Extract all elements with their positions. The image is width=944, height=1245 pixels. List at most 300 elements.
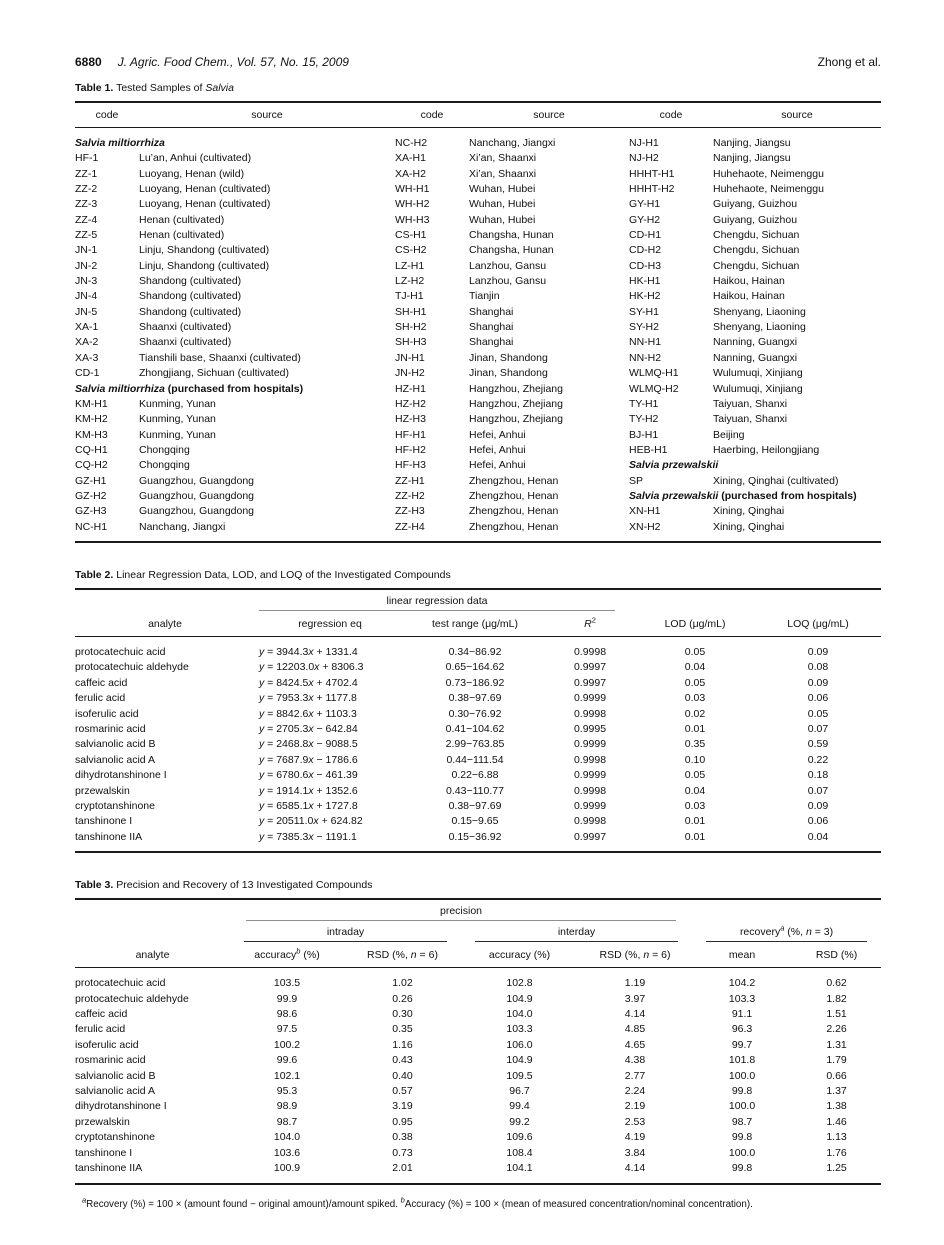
sample-code: NN-H2 [629, 351, 662, 364]
sample-source: Shaanxi (cultivated) [139, 336, 232, 349]
col-header-r2: $R^2$ [545, 611, 635, 637]
sample-code: JN-1 [75, 244, 98, 257]
sample-code: HF-H1 [395, 428, 426, 441]
col-header-lod: LOD (μg/mL) [635, 611, 755, 637]
col-header-accuracy-interday: accuracy (%) [461, 942, 578, 968]
sample-code: JN-3 [75, 275, 98, 288]
sample-code: CD-H1 [629, 229, 662, 242]
table2-row [75, 737, 881, 752]
sample-code: ZZ-H3 [395, 505, 425, 518]
sample-source: Shenyang, Liaoning [713, 305, 806, 318]
sample-source: Zhengzhou, Henan [469, 505, 559, 518]
sample-code: HK-H2 [629, 290, 661, 303]
loq-cell: 0.22 [807, 753, 829, 766]
col-header-source: source [139, 102, 395, 128]
table1-row [75, 128, 881, 152]
table2-linear-regression [75, 588, 881, 853]
table1-row [75, 489, 881, 504]
regression-eq-cell: y = 8842.6x + 1103.3 [259, 707, 357, 720]
analyte-cell: przewalskin [75, 784, 130, 797]
analyte-cell: dihydrotanshinone I [75, 769, 167, 782]
table1-row [75, 197, 881, 212]
recovery-mean-cell: 99.8 [731, 1131, 753, 1144]
analyte-cell: isoferulic acid [75, 707, 139, 720]
analyte-cell: salvianolic acid A [75, 1085, 155, 1098]
table3-row [75, 1022, 881, 1037]
table1-row [75, 458, 881, 473]
loq-cell: 0.04 [807, 830, 829, 843]
regression-eq-cell: y = 3944.3x + 1331.4 [259, 645, 358, 658]
table1-label: Table 1. [75, 82, 114, 94]
sample-source: Hangzhou, Zhejiang [469, 413, 563, 426]
accuracy-intraday-cell: 102.1 [273, 1069, 301, 1082]
col-header-regression-eq: regression eq [255, 611, 405, 637]
sample-code: HZ-H1 [395, 382, 426, 395]
sample-source: Hefei, Anhui [469, 443, 526, 456]
sample-code: HK-H1 [629, 275, 661, 288]
analyte-cell: caffeic acid [75, 1008, 128, 1021]
rsd-interday-cell: 4.14 [624, 1008, 646, 1021]
lod-cell: 0.10 [684, 753, 706, 766]
sample-code: SP [629, 474, 644, 487]
analyte-cell: rosmarinic acid [75, 722, 146, 735]
species-section-header: Salvia miltiorrhiza (purchased from hospitals) [75, 382, 304, 395]
col-header-code: code [629, 102, 713, 128]
sample-source: Haerbing, Heilongjiang [713, 443, 820, 456]
accuracy-interday-cell: 108.4 [506, 1146, 533, 1159]
table1-row [75, 382, 881, 397]
rsd-intraday-cell: 0.38 [392, 1131, 413, 1144]
sample-source: Lanzhou, Gansu [469, 259, 547, 272]
recovery-mean-cell: 99.7 [731, 1038, 753, 1051]
sample-code: JN-H1 [395, 351, 425, 364]
table3-row [75, 1038, 881, 1053]
sample-code: SH-H1 [395, 305, 427, 318]
table3-row [75, 1007, 881, 1022]
sample-source: Luoyang, Henan (cultivated) [139, 198, 271, 211]
table2-body [75, 636, 881, 852]
table1-title-text: Tested Samples of [116, 82, 206, 94]
lod-cell: 0.03 [684, 800, 706, 812]
loq-cell: 0.06 [807, 815, 829, 828]
test-range-cell: 0.22−6.88 [451, 769, 499, 782]
accuracy-interday-cell: 99.2 [509, 1115, 530, 1128]
accuracy-interday-cell: 104.1 [506, 1162, 533, 1175]
table3-title [75, 879, 881, 892]
sample-code: SY-H1 [629, 305, 659, 318]
sample-source: Linju, Shandong (cultivated) [139, 244, 270, 257]
accuracy-interday-cell: 106.0 [506, 1038, 533, 1051]
sample-code: CD-H2 [629, 244, 662, 257]
sample-code: JN-4 [75, 290, 98, 303]
running-head-left [75, 55, 349, 69]
sample-source: Lu’an, Anhui (cultivated) [139, 152, 252, 165]
accuracy-interday-cell: 99.4 [509, 1100, 530, 1113]
rsd-intraday-cell: 0.35 [392, 1023, 413, 1036]
sample-code: XA-3 [75, 351, 99, 364]
species-section-header: Salvia miltiorrhiza [75, 137, 165, 149]
sample-code: XA-H2 [395, 167, 426, 180]
accuracy-intraday-cell: 100.2 [273, 1038, 301, 1051]
test-range-cell: 0.38−97.69 [448, 800, 502, 812]
rsd-intraday-cell: 0.40 [392, 1069, 413, 1082]
table3-precision-recovery [75, 898, 881, 1184]
r2-cell: 0.9998 [573, 753, 607, 766]
table3-row [75, 968, 881, 992]
table3-row [75, 1069, 881, 1084]
sample-source: Chengdu, Sichuan [713, 229, 800, 242]
species-section-header: Salvia przewalskii [629, 459, 719, 472]
table2-row [75, 784, 881, 799]
r2-cell: 0.9998 [573, 784, 607, 797]
rsd-interday-cell: 4.65 [624, 1038, 646, 1051]
col-header-rsd-interday: RSD (%, n = 6) [578, 942, 692, 968]
accuracy-intraday-cell: 98.7 [276, 1115, 298, 1128]
sample-code: SH-H2 [395, 321, 427, 334]
sample-source: Beijing [713, 428, 745, 441]
r2-cell: 0.9999 [573, 800, 607, 812]
table3-row [75, 1161, 881, 1183]
sample-code: WH-H2 [395, 198, 430, 211]
analyte-cell: rosmarinic acid [75, 1054, 146, 1067]
sample-code: ZZ-2 [75, 183, 98, 196]
accuracy-intraday-cell: 95.3 [276, 1085, 298, 1098]
accuracy-interday-cell: 96.7 [509, 1085, 530, 1098]
rsd-interday-cell: 3.97 [624, 992, 646, 1005]
table1-row [75, 274, 881, 289]
table1-row [75, 504, 881, 519]
table2-row [75, 722, 881, 737]
sample-code: GZ-H3 [75, 505, 107, 518]
test-range-cell: 0.43−110.77 [446, 784, 504, 797]
sample-code: CD-H3 [629, 259, 662, 272]
test-range-cell: 0.15−9.65 [451, 815, 499, 828]
sample-source: Kunming, Yunan [139, 397, 216, 410]
sample-source: Guangzhou, Guangdong [139, 474, 255, 487]
col-header-rsd-recovery: RSD (%) [792, 942, 881, 968]
recovery-rsd-cell: 1.76 [826, 1146, 847, 1159]
table2-row [75, 814, 881, 829]
recovery-mean-cell: 100.0 [728, 1146, 756, 1159]
sample-code: HZ-H3 [395, 413, 426, 426]
sample-code: LZ-H1 [395, 259, 425, 272]
sample-code: SY-H2 [629, 321, 659, 334]
sample-code: JN-5 [75, 305, 98, 318]
sample-source: Chongqing [139, 443, 190, 456]
species-section-header: Salvia przewalskii (purchased from hospitals) [629, 489, 857, 502]
rsd-interday-cell: 2.24 [624, 1085, 646, 1098]
rsd-interday-cell: 2.53 [624, 1115, 646, 1128]
table2-row [75, 830, 881, 852]
accuracy-interday-cell: 104.9 [506, 1054, 533, 1067]
sample-code: NJ-H1 [629, 137, 659, 149]
recovery-rsd-cell: 1.51 [826, 1008, 847, 1021]
lod-cell: 0.01 [684, 830, 706, 843]
lod-cell: 0.03 [684, 692, 706, 705]
analyte-cell: salvianolic acid A [75, 753, 155, 766]
analyte-cell: tanshinone IIA [75, 830, 143, 843]
regression-eq-cell: y = 8424.5x + 4702.4 [259, 676, 358, 689]
table1-title-italic: Salvia [205, 82, 234, 94]
sample-source: Zhongjiang, Sichuan (cultivated) [139, 367, 290, 380]
recovery-rsd-cell: 1.25 [826, 1162, 847, 1175]
sample-source: Hefei, Anhui [469, 459, 526, 472]
col-header-test-range: test range (μg/mL) [405, 611, 545, 637]
sample-code: CQ-H2 [75, 459, 108, 472]
table2-title-text: Linear Regression Data, LOD, and LOQ of the Investigated Compounds [116, 568, 451, 581]
r2-cell: 0.9995 [573, 722, 607, 735]
recovery-mean-cell: 98.7 [731, 1115, 753, 1128]
sample-source: Guangzhou, Guangdong [139, 489, 255, 502]
sample-code: HHHT-H2 [629, 183, 675, 196]
table1-body [75, 128, 881, 542]
lod-cell: 0.04 [684, 784, 706, 797]
analyte-cell: protocatechuic acid [75, 645, 166, 658]
lod-cell: 0.01 [684, 722, 706, 735]
recovery-mean-cell: 100.0 [728, 1069, 756, 1082]
sample-code: XN-H2 [629, 520, 661, 533]
accuracy-intraday-cell: 104.0 [273, 1131, 301, 1144]
table1-row [75, 520, 881, 542]
table3-title-text: Precision and Recovery of 13 Investigated Compounds [116, 879, 373, 892]
loq-cell: 0.09 [807, 645, 829, 658]
sample-source: Luoyang, Henan (cultivated) [139, 183, 271, 196]
sample-source: Wuhan, Hubei [469, 183, 536, 196]
test-range-cell: 0.41−104.62 [445, 722, 505, 735]
table1-row [75, 167, 881, 182]
lod-cell: 0.02 [684, 707, 706, 720]
sample-code: ZZ-4 [75, 213, 98, 226]
analyte-cell: przewalskin [75, 1115, 130, 1128]
sample-code: WLMQ-H1 [629, 367, 679, 380]
accuracy-interday-cell: 102.8 [506, 977, 533, 990]
sample-code: HHHT-H1 [629, 167, 675, 180]
accuracy-intraday-cell: 99.9 [276, 992, 298, 1005]
r2-cell: 0.9998 [573, 645, 607, 658]
sample-code: GY-H2 [629, 213, 661, 226]
sample-code: LZ-H2 [395, 275, 425, 288]
col-header-source: source [713, 102, 881, 128]
loq-cell: 0.09 [807, 800, 829, 812]
test-range-cell: 0.30−76.92 [448, 707, 502, 720]
table2-row [75, 636, 881, 660]
analyte-cell: tanshinone I [75, 815, 133, 828]
rsd-intraday-cell: 2.01 [392, 1162, 413, 1175]
loq-cell: 0.18 [807, 769, 829, 782]
table3-precision-spanner-row [75, 899, 881, 921]
loq-cell: 0.09 [807, 676, 829, 689]
analyte-cell: ferulic acid [75, 1023, 126, 1036]
regression-eq-cell: y = 20511.0x + 624.82 [259, 815, 363, 828]
sample-source: Lanzhou, Gansu [469, 275, 547, 288]
recovery-rsd-cell: 0.66 [826, 1069, 847, 1082]
sample-source: Huhehaote, Neimenggu [713, 183, 824, 196]
sample-code: BJ-H1 [629, 428, 659, 441]
analyte-cell: cryptotanshinone [75, 800, 155, 812]
rsd-interday-cell: 4.38 [624, 1054, 646, 1067]
recovery-rsd-cell: 1.13 [826, 1131, 847, 1144]
table2-row [75, 660, 881, 675]
table2-label: Table 2. [75, 568, 114, 581]
analyte-cell: protocatechuic acid [75, 977, 166, 990]
sample-source: Shaanxi (cultivated) [139, 321, 232, 334]
sample-source: Shandong (cultivated) [139, 275, 242, 288]
table1-row [75, 412, 881, 427]
sample-source: Shenyang, Liaoning [713, 321, 806, 334]
accuracy-intraday-cell: 103.6 [273, 1146, 301, 1159]
sample-source: Zhengzhou, Henan [469, 489, 559, 502]
table1-row [75, 228, 881, 243]
table1-tested-samples [75, 101, 881, 543]
recovery-rsd-cell: 1.79 [826, 1054, 847, 1067]
sample-source: Chongqing [139, 459, 190, 472]
sample-code: ZZ-H4 [395, 520, 425, 533]
sample-source: Jinan, Shandong [469, 367, 548, 380]
loq-cell: 0.59 [807, 738, 829, 751]
sample-code: XA-H1 [395, 152, 426, 165]
rsd-interday-cell: 2.19 [624, 1100, 646, 1113]
sample-source: Huhehaote, Neimenggu [713, 167, 824, 180]
sample-code: XN-H1 [629, 505, 661, 518]
sample-source: Guiyang, Guizhou [713, 213, 798, 226]
r2-cell: 0.9998 [573, 815, 607, 828]
table1-row [75, 305, 881, 320]
analyte-cell: salvianolic acid B [75, 1069, 156, 1082]
loq-cell: 0.08 [807, 661, 829, 674]
table1-row [75, 182, 881, 197]
table3-row [75, 1115, 881, 1130]
sample-source: Linju, Shandong (cultivated) [139, 259, 270, 272]
analyte-cell: dihydrotanshinone I [75, 1100, 167, 1113]
sample-code: HZ-H2 [395, 397, 426, 410]
sample-code: NN-H1 [629, 336, 662, 349]
sample-code: CS-H2 [395, 244, 427, 257]
rsd-intraday-cell: 0.30 [392, 1008, 413, 1021]
rsd-intraday-cell: 1.16 [392, 1038, 413, 1051]
table1-row [75, 366, 881, 381]
sample-source: Chengdu, Sichuan [713, 244, 800, 257]
test-range-cell: 0.44−111.54 [446, 753, 504, 766]
journal-reference: J. Agric. Food Chem., Vol. 57, No. 15, 2009 [117, 55, 349, 69]
col-header-source: source [469, 102, 629, 128]
table2-row [75, 768, 881, 783]
sample-code: TJ-H1 [395, 290, 424, 303]
table2-spanner-row [75, 589, 881, 611]
r2-cell: 0.9997 [573, 676, 607, 689]
table1-row [75, 289, 881, 304]
accuracy-intraday-cell: 100.9 [273, 1162, 301, 1175]
sample-source: Zhengzhou, Henan [469, 474, 559, 487]
sample-source: Hangzhou, Zhejiang [469, 397, 563, 410]
accuracy-intraday-cell: 98.9 [276, 1100, 298, 1113]
recovery-mean-cell: 104.2 [728, 977, 756, 990]
table1-row [75, 259, 881, 274]
table1-row [75, 474, 881, 489]
rsd-intraday-cell: 1.02 [392, 977, 413, 990]
accuracy-intraday-cell: 99.6 [276, 1054, 298, 1067]
regression-eq-cell: y = 7953.3x + 1177.8 [259, 692, 357, 705]
sample-code: WH-H3 [395, 213, 430, 226]
table2-row [75, 707, 881, 722]
sample-code: TY-H2 [629, 413, 659, 426]
sample-code: TY-H1 [629, 397, 659, 410]
rsd-intraday-cell: 3.19 [392, 1100, 413, 1113]
sample-source: Xi’an, Shaanxi [469, 152, 537, 165]
recovery-mean-cell: 99.8 [731, 1085, 753, 1098]
sample-code: SH-H3 [395, 336, 427, 349]
recovery-rsd-cell: 1.37 [826, 1085, 847, 1098]
sample-code: ZZ-1 [75, 167, 98, 180]
sample-code: HF-1 [75, 152, 99, 165]
sample-code: XA-2 [75, 336, 99, 349]
rsd-intraday-cell: 0.57 [392, 1085, 413, 1098]
sample-source: Haikou, Hainan [713, 275, 785, 288]
recovery-mean-cell: 96.3 [731, 1023, 753, 1036]
analyte-cell: caffeic acid [75, 676, 128, 689]
regression-eq-cell: y = 6585.1x + 1727.8 [259, 800, 358, 812]
lod-cell: 0.35 [684, 738, 706, 751]
loq-cell: 0.07 [807, 784, 829, 797]
sample-code: KM-H2 [75, 413, 108, 426]
loq-cell: 0.06 [807, 692, 829, 705]
sample-code: KM-H1 [75, 397, 108, 410]
table1-title [75, 82, 881, 95]
test-range-cell: 0.34−86.92 [448, 645, 502, 658]
sample-code: JN-H2 [395, 367, 425, 380]
sample-source: Shandong (cultivated) [139, 290, 242, 303]
sample-code: CS-H1 [395, 229, 427, 242]
regression-eq-cell: y = 2468.8x − 9088.5 [259, 738, 358, 751]
table1-row [75, 243, 881, 258]
accuracy-interday-cell: 104.9 [506, 992, 533, 1005]
sample-source: Xi’an, Shaanxi [469, 167, 537, 180]
group-interday: interday [475, 926, 678, 942]
sample-source: Nanjing, Jiangsu [713, 152, 791, 165]
lod-cell: 0.01 [684, 815, 706, 828]
recovery-rsd-cell: 1.82 [826, 992, 847, 1005]
sample-source: Wulumuqi, Xinjiang [713, 382, 803, 395]
recovery-rsd-cell: 1.31 [826, 1038, 847, 1051]
sample-source: Shanghai [469, 321, 514, 334]
regression-eq-cell: y = 12203.0x + 8306.3 [259, 661, 364, 674]
running-authors: Zhong et al. [817, 55, 881, 69]
spanner-precision: precision [246, 905, 676, 921]
sample-source: Tianshili base, Shaanxi (cultivated) [139, 351, 301, 364]
table2-row [75, 691, 881, 706]
r2-cell: 0.9998 [573, 707, 607, 720]
sample-source: Haikou, Hainan [713, 290, 785, 303]
recovery-mean-cell: 103.3 [728, 992, 756, 1005]
rsd-interday-cell: 4.19 [624, 1131, 646, 1144]
test-range-cell: 0.38−97.69 [448, 692, 502, 705]
sample-source: Chengdu, Sichuan [713, 259, 800, 272]
col-header-analyte: analyte [75, 611, 255, 637]
table1-header-row [75, 102, 881, 128]
accuracy-intraday-cell: 97.5 [276, 1023, 298, 1036]
sample-source: Zhengzhou, Henan [469, 520, 559, 533]
r2-cell: 0.9999 [573, 769, 607, 782]
group-recovery: recovery$^a$ (%, n = 3) [706, 926, 867, 942]
test-range-cell: 0.65−164.62 [445, 661, 505, 674]
sample-source: Nanchang, Jiangxi [139, 520, 226, 533]
sample-source: Shanghai [469, 336, 514, 349]
col-header-code: code [395, 102, 469, 128]
r2-cell: 0.9997 [573, 661, 607, 674]
test-range-cell: 2.99−763.85 [445, 738, 505, 751]
col-header-code: code [75, 102, 139, 128]
sample-code: GZ-H2 [75, 489, 107, 502]
sample-source: Wuhan, Hubei [469, 213, 536, 226]
